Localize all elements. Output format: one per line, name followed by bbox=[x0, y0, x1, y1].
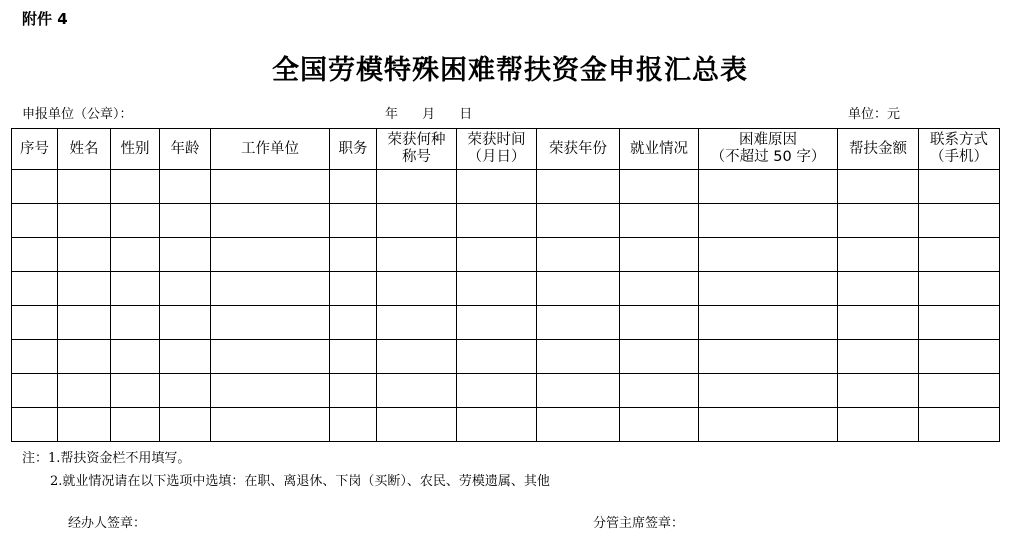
table-cell[interactable] bbox=[377, 204, 457, 238]
table-cell[interactable] bbox=[58, 340, 111, 374]
header-honor-year: 荣获年份 bbox=[537, 129, 620, 170]
table-cell[interactable] bbox=[620, 204, 699, 238]
table-cell[interactable] bbox=[377, 374, 457, 408]
table-cell[interactable] bbox=[12, 170, 58, 204]
table-cell[interactable] bbox=[838, 340, 919, 374]
header-contact: 联系方式 （手机） bbox=[919, 129, 1000, 170]
table-cell[interactable] bbox=[699, 408, 838, 442]
header-index: 序号 bbox=[12, 129, 58, 170]
table-cell[interactable] bbox=[111, 204, 160, 238]
table-cell[interactable] bbox=[377, 170, 457, 204]
table-row bbox=[12, 204, 1000, 238]
table-row bbox=[12, 272, 1000, 306]
table-header-row bbox=[12, 129, 1000, 170]
table-cell[interactable] bbox=[537, 306, 620, 340]
table-cell[interactable] bbox=[211, 170, 330, 204]
table-cell[interactable] bbox=[111, 272, 160, 306]
header-employment: 就业情况 bbox=[620, 129, 699, 170]
table-cell[interactable] bbox=[699, 306, 838, 340]
table-cell[interactable] bbox=[330, 306, 377, 340]
table-cell[interactable] bbox=[457, 340, 537, 374]
table-cell[interactable] bbox=[620, 170, 699, 204]
table-cell[interactable] bbox=[838, 170, 919, 204]
table-cell[interactable] bbox=[160, 306, 211, 340]
table-cell[interactable] bbox=[160, 408, 211, 442]
table-row bbox=[12, 238, 1000, 272]
table-cell[interactable] bbox=[377, 340, 457, 374]
table-cell[interactable] bbox=[838, 374, 919, 408]
table-cell[interactable] bbox=[58, 272, 111, 306]
table-cell[interactable] bbox=[12, 272, 58, 306]
table-cell[interactable] bbox=[919, 170, 1000, 204]
table-cell[interactable] bbox=[919, 408, 1000, 442]
table-row bbox=[12, 170, 1000, 204]
header-name: 姓名 bbox=[58, 129, 111, 170]
table-cell[interactable] bbox=[919, 374, 1000, 408]
table-cell[interactable] bbox=[699, 272, 838, 306]
table-cell[interactable] bbox=[12, 340, 58, 374]
table-cell[interactable] bbox=[620, 340, 699, 374]
table-cell[interactable] bbox=[58, 374, 111, 408]
table-cell[interactable] bbox=[330, 238, 377, 272]
table-cell[interactable] bbox=[457, 238, 537, 272]
table-cell[interactable] bbox=[457, 272, 537, 306]
header-honor-title: 荣获何种 称号 bbox=[377, 129, 457, 170]
table-cell[interactable] bbox=[699, 170, 838, 204]
table-cell[interactable] bbox=[160, 374, 211, 408]
table-cell[interactable] bbox=[838, 204, 919, 238]
header-position: 职务 bbox=[330, 129, 377, 170]
table-cell[interactable] bbox=[160, 170, 211, 204]
table-cell[interactable] bbox=[111, 238, 160, 272]
table-cell[interactable] bbox=[919, 340, 1000, 374]
table-cell[interactable] bbox=[211, 408, 330, 442]
table-cell[interactable] bbox=[58, 408, 111, 442]
table-cell[interactable] bbox=[377, 272, 457, 306]
table-cell[interactable] bbox=[537, 204, 620, 238]
table-cell[interactable] bbox=[211, 272, 330, 306]
table-cell[interactable] bbox=[537, 374, 620, 408]
table-cell[interactable] bbox=[699, 374, 838, 408]
table-cell[interactable] bbox=[377, 238, 457, 272]
table-cell[interactable] bbox=[699, 204, 838, 238]
table-cell[interactable] bbox=[12, 238, 58, 272]
table-cell[interactable] bbox=[211, 238, 330, 272]
table-cell[interactable] bbox=[160, 272, 211, 306]
table-cell[interactable] bbox=[330, 374, 377, 408]
table-cell[interactable] bbox=[838, 238, 919, 272]
attachment-label: 附件 4 bbox=[22, 10, 68, 28]
table-cell[interactable] bbox=[211, 306, 330, 340]
table-cell[interactable] bbox=[160, 204, 211, 238]
table-cell[interactable] bbox=[457, 408, 537, 442]
header-age: 年龄 bbox=[160, 129, 211, 170]
table-cell[interactable] bbox=[12, 408, 58, 442]
table-cell[interactable] bbox=[211, 374, 330, 408]
table-cell[interactable] bbox=[58, 306, 111, 340]
table-cell[interactable] bbox=[12, 374, 58, 408]
table-cell[interactable] bbox=[537, 238, 620, 272]
header-hardship-reason: 困难原因 （不超过 50 字） bbox=[699, 129, 838, 170]
table-cell[interactable] bbox=[919, 238, 1000, 272]
table-cell[interactable] bbox=[699, 340, 838, 374]
header-gender: 性别 bbox=[111, 129, 160, 170]
table-cell[interactable] bbox=[457, 306, 537, 340]
table-cell[interactable] bbox=[58, 204, 111, 238]
table-cell[interactable] bbox=[537, 340, 620, 374]
table-cell[interactable] bbox=[699, 238, 838, 272]
table-cell[interactable] bbox=[111, 374, 160, 408]
note-line-1: 注：1.帮扶资金栏不用填写。 bbox=[22, 451, 191, 466]
table-cell[interactable] bbox=[58, 238, 111, 272]
table-row bbox=[12, 306, 1000, 340]
table-cell[interactable] bbox=[377, 306, 457, 340]
note-line-2: 2.就业情况请在以下选项中选填：在职、离退休、下岗（买断）、农民、劳模遗属、其他 bbox=[50, 474, 550, 489]
table-cell[interactable] bbox=[330, 340, 377, 374]
table-cell[interactable] bbox=[537, 408, 620, 442]
table-cell[interactable] bbox=[111, 340, 160, 374]
table-cell[interactable] bbox=[537, 272, 620, 306]
table-cell[interactable] bbox=[919, 306, 1000, 340]
table-cell[interactable] bbox=[620, 238, 699, 272]
table-cell[interactable] bbox=[12, 306, 58, 340]
table-cell[interactable] bbox=[111, 306, 160, 340]
date-label: 年 月 日 bbox=[385, 107, 473, 122]
table-cell[interactable] bbox=[838, 306, 919, 340]
table-cell[interactable] bbox=[620, 306, 699, 340]
table-cell[interactable] bbox=[58, 170, 111, 204]
table-cell[interactable] bbox=[111, 408, 160, 442]
table-cell[interactable] bbox=[330, 170, 377, 204]
table-cell[interactable] bbox=[211, 340, 330, 374]
table-cell[interactable] bbox=[919, 204, 1000, 238]
table-cell[interactable] bbox=[838, 272, 919, 306]
table-cell[interactable] bbox=[160, 340, 211, 374]
table-cell[interactable] bbox=[919, 272, 1000, 306]
currency-unit-label: 单位：元 bbox=[848, 107, 901, 122]
page-title: 全国劳模特殊困难帮扶资金申报汇总表 bbox=[272, 55, 748, 86]
table-cell[interactable] bbox=[111, 170, 160, 204]
table-cell[interactable] bbox=[620, 272, 699, 306]
header-honor-date: 荣获时间 （月日） bbox=[457, 129, 537, 170]
applicant-unit-label: 申报单位（公章）： bbox=[22, 107, 133, 122]
handler-signature-label: 经办人签章： bbox=[68, 516, 147, 531]
table-row bbox=[12, 374, 1000, 408]
table-cell[interactable] bbox=[457, 170, 537, 204]
header-workplace: 工作单位 bbox=[211, 129, 330, 170]
header-aid-amount: 帮扶金额 bbox=[838, 129, 919, 170]
notes bbox=[22, 447, 550, 493]
summary-table bbox=[11, 128, 1000, 442]
table-cell[interactable] bbox=[457, 374, 537, 408]
table-cell[interactable] bbox=[838, 408, 919, 442]
table-cell[interactable] bbox=[537, 170, 620, 204]
table-cell[interactable] bbox=[457, 204, 537, 238]
table-cell[interactable] bbox=[160, 238, 211, 272]
table-cell[interactable] bbox=[620, 374, 699, 408]
table-cell[interactable] bbox=[12, 204, 58, 238]
table-cell[interactable] bbox=[620, 408, 699, 442]
leader-signature-label: 分管主席签章： bbox=[593, 516, 685, 531]
table-body bbox=[12, 170, 1000, 442]
table-cell[interactable] bbox=[377, 408, 457, 442]
table-cell[interactable] bbox=[330, 272, 377, 306]
table-cell[interactable] bbox=[211, 204, 330, 238]
table-cell[interactable] bbox=[330, 204, 377, 238]
table-row bbox=[12, 408, 1000, 442]
table-cell[interactable] bbox=[330, 408, 377, 442]
table-row bbox=[12, 340, 1000, 374]
